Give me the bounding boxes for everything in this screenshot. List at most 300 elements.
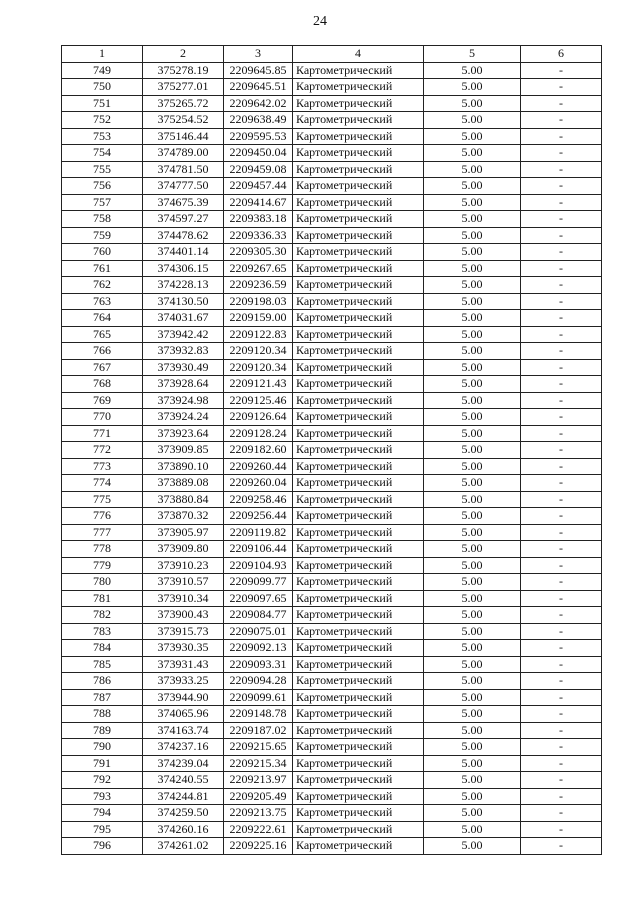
accuracy-cell: 5.00 — [424, 524, 521, 541]
y-coordinate-cell: 2209225.16 — [224, 838, 293, 855]
y-coordinate-cell: 2209126.64 — [224, 409, 293, 426]
y-coordinate-cell: 2209645.85 — [224, 62, 293, 79]
x-coordinate-cell: 373890.10 — [143, 458, 224, 475]
y-coordinate-cell: 2209182.60 — [224, 442, 293, 459]
coordinates-table — [61, 45, 602, 855]
table-row — [62, 739, 602, 756]
point-number-cell: 786 — [62, 673, 143, 690]
accuracy-cell: 5.00 — [424, 62, 521, 79]
point-number-cell: 785 — [62, 656, 143, 673]
x-coordinate-cell: 373944.90 — [143, 689, 224, 706]
table-row — [62, 95, 602, 112]
column-header: 4 — [293, 46, 424, 63]
note-cell: - — [521, 194, 602, 211]
table-row — [62, 788, 602, 805]
accuracy-cell: 5.00 — [424, 574, 521, 591]
table-row — [62, 244, 602, 261]
note-cell: - — [521, 145, 602, 162]
method-cell: Картометрический — [293, 293, 424, 310]
point-number-cell: 749 — [62, 62, 143, 79]
table-row — [62, 623, 602, 640]
column-header: 3 — [224, 46, 293, 63]
table-row — [62, 194, 602, 211]
method-cell: Картометрический — [293, 194, 424, 211]
y-coordinate-cell: 2209097.65 — [224, 590, 293, 607]
table-row — [62, 821, 602, 838]
table-row — [62, 673, 602, 690]
point-number-cell: 787 — [62, 689, 143, 706]
x-coordinate-cell: 375146.44 — [143, 128, 224, 145]
point-number-cell: 792 — [62, 772, 143, 789]
point-number-cell: 782 — [62, 607, 143, 624]
x-coordinate-cell: 374244.81 — [143, 788, 224, 805]
x-coordinate-cell: 373910.57 — [143, 574, 224, 591]
point-number-cell: 772 — [62, 442, 143, 459]
x-coordinate-cell: 374675.39 — [143, 194, 224, 211]
y-coordinate-cell: 2209104.93 — [224, 557, 293, 574]
table-body — [62, 62, 602, 854]
table-row — [62, 112, 602, 129]
point-number-cell: 771 — [62, 425, 143, 442]
y-coordinate-cell: 2209094.28 — [224, 673, 293, 690]
x-coordinate-cell: 374789.00 — [143, 145, 224, 162]
method-cell: Картометрический — [293, 706, 424, 723]
x-coordinate-cell: 375277.01 — [143, 79, 224, 96]
point-number-cell: 777 — [62, 524, 143, 541]
point-number-cell: 778 — [62, 541, 143, 558]
table-row — [62, 359, 602, 376]
note-cell: - — [521, 541, 602, 558]
method-cell: Картометрический — [293, 343, 424, 360]
accuracy-cell: 5.00 — [424, 310, 521, 327]
note-cell: - — [521, 277, 602, 294]
note-cell: - — [521, 524, 602, 541]
x-coordinate-cell: 374478.62 — [143, 227, 224, 244]
method-cell: Картометрический — [293, 442, 424, 459]
x-coordinate-cell: 375254.52 — [143, 112, 224, 129]
y-coordinate-cell: 2209121.43 — [224, 376, 293, 393]
note-cell: - — [521, 722, 602, 739]
x-coordinate-cell: 374240.55 — [143, 772, 224, 789]
table-row — [62, 425, 602, 442]
x-coordinate-cell: 374031.67 — [143, 310, 224, 327]
point-number-cell: 756 — [62, 178, 143, 195]
point-number-cell: 794 — [62, 805, 143, 822]
x-coordinate-cell: 373924.24 — [143, 409, 224, 426]
table-row — [62, 128, 602, 145]
y-coordinate-cell: 2209305.30 — [224, 244, 293, 261]
note-cell: - — [521, 326, 602, 343]
method-cell: Картометрический — [293, 409, 424, 426]
x-coordinate-cell: 373909.80 — [143, 541, 224, 558]
point-number-cell: 774 — [62, 475, 143, 492]
note-cell: - — [521, 211, 602, 228]
x-coordinate-cell: 373880.84 — [143, 491, 224, 508]
point-number-cell: 789 — [62, 722, 143, 739]
y-coordinate-cell: 2209645.51 — [224, 79, 293, 96]
y-coordinate-cell: 2209459.08 — [224, 161, 293, 178]
table-row — [62, 326, 602, 343]
table-row — [62, 689, 602, 706]
accuracy-cell: 5.00 — [424, 425, 521, 442]
y-coordinate-cell: 2209119.82 — [224, 524, 293, 541]
y-coordinate-cell: 2209215.34 — [224, 755, 293, 772]
method-cell: Картометрический — [293, 161, 424, 178]
method-cell: Картометрический — [293, 805, 424, 822]
method-cell: Картометрический — [293, 607, 424, 624]
method-cell: Картометрический — [293, 656, 424, 673]
y-coordinate-cell: 2209236.59 — [224, 277, 293, 294]
page-number: 24 — [313, 14, 327, 29]
note-cell: - — [521, 244, 602, 261]
x-coordinate-cell: 373942.42 — [143, 326, 224, 343]
point-number-cell: 760 — [62, 244, 143, 261]
table-row — [62, 656, 602, 673]
y-coordinate-cell: 2209642.02 — [224, 95, 293, 112]
y-coordinate-cell: 2209120.34 — [224, 343, 293, 360]
table-row — [62, 409, 602, 426]
note-cell: - — [521, 128, 602, 145]
table-row — [62, 557, 602, 574]
note-cell: - — [521, 425, 602, 442]
note-cell: - — [521, 161, 602, 178]
y-coordinate-cell: 2209450.04 — [224, 145, 293, 162]
note-cell: - — [521, 359, 602, 376]
point-number-cell: 783 — [62, 623, 143, 640]
table-row — [62, 178, 602, 195]
method-cell: Картометрический — [293, 227, 424, 244]
point-number-cell: 753 — [62, 128, 143, 145]
accuracy-cell: 5.00 — [424, 145, 521, 162]
method-cell: Картометрический — [293, 112, 424, 129]
table-row — [62, 508, 602, 525]
accuracy-cell: 5.00 — [424, 590, 521, 607]
table-row — [62, 458, 602, 475]
note-cell: - — [521, 409, 602, 426]
y-coordinate-cell: 2209205.49 — [224, 788, 293, 805]
column-header: 6 — [521, 46, 602, 63]
note-cell: - — [521, 557, 602, 574]
y-coordinate-cell: 2209128.24 — [224, 425, 293, 442]
y-coordinate-cell: 2209256.44 — [224, 508, 293, 525]
note-cell: - — [521, 310, 602, 327]
accuracy-cell: 5.00 — [424, 722, 521, 739]
x-coordinate-cell: 373932.83 — [143, 343, 224, 360]
method-cell: Картометрический — [293, 326, 424, 343]
method-cell: Картометрический — [293, 557, 424, 574]
point-number-cell: 776 — [62, 508, 143, 525]
y-coordinate-cell: 2209258.46 — [224, 491, 293, 508]
accuracy-cell: 5.00 — [424, 128, 521, 145]
point-number-cell: 795 — [62, 821, 143, 838]
table-row — [62, 755, 602, 772]
y-coordinate-cell: 2209383.18 — [224, 211, 293, 228]
point-number-cell: 757 — [62, 194, 143, 211]
x-coordinate-cell: 373870.32 — [143, 508, 224, 525]
accuracy-cell: 5.00 — [424, 805, 521, 822]
method-cell: Картометрический — [293, 128, 424, 145]
table-row — [62, 640, 602, 657]
note-cell: - — [521, 442, 602, 459]
column-header: 5 — [424, 46, 521, 63]
accuracy-cell: 5.00 — [424, 557, 521, 574]
accuracy-cell: 5.00 — [424, 475, 521, 492]
method-cell: Картометрический — [293, 475, 424, 492]
accuracy-cell: 5.00 — [424, 788, 521, 805]
accuracy-cell: 5.00 — [424, 673, 521, 690]
point-number-cell: 768 — [62, 376, 143, 393]
y-coordinate-cell: 2209260.04 — [224, 475, 293, 492]
table-row — [62, 722, 602, 739]
method-cell: Картометрический — [293, 178, 424, 195]
x-coordinate-cell: 373909.85 — [143, 442, 224, 459]
y-coordinate-cell: 2209267.65 — [224, 260, 293, 277]
method-cell: Картометрический — [293, 359, 424, 376]
note-cell: - — [521, 805, 602, 822]
note-cell: - — [521, 788, 602, 805]
point-number-cell: 766 — [62, 343, 143, 360]
table-row — [62, 293, 602, 310]
y-coordinate-cell: 2209093.31 — [224, 656, 293, 673]
x-coordinate-cell: 373910.23 — [143, 557, 224, 574]
table-row — [62, 442, 602, 459]
note-cell: - — [521, 640, 602, 657]
x-coordinate-cell: 373910.34 — [143, 590, 224, 607]
table-row — [62, 343, 602, 360]
method-cell: Картометрический — [293, 211, 424, 228]
method-cell: Картометрический — [293, 491, 424, 508]
accuracy-cell: 5.00 — [424, 442, 521, 459]
y-coordinate-cell: 2209148.78 — [224, 706, 293, 723]
point-number-cell: 788 — [62, 706, 143, 723]
note-cell: - — [521, 623, 602, 640]
table-row — [62, 805, 602, 822]
x-coordinate-cell: 373933.25 — [143, 673, 224, 690]
x-coordinate-cell: 373924.98 — [143, 392, 224, 409]
x-coordinate-cell: 374237.16 — [143, 739, 224, 756]
point-number-cell: 793 — [62, 788, 143, 805]
point-number-cell: 750 — [62, 79, 143, 96]
accuracy-cell: 5.00 — [424, 376, 521, 393]
point-number-cell: 752 — [62, 112, 143, 129]
note-cell: - — [521, 656, 602, 673]
method-cell: Картометрический — [293, 755, 424, 772]
note-cell: - — [521, 673, 602, 690]
y-coordinate-cell: 2209638.49 — [224, 112, 293, 129]
method-cell: Картометрический — [293, 722, 424, 739]
column-header: 2 — [143, 46, 224, 63]
x-coordinate-cell: 374130.50 — [143, 293, 224, 310]
table-row — [62, 310, 602, 327]
y-coordinate-cell: 2209213.97 — [224, 772, 293, 789]
point-number-cell: 762 — [62, 277, 143, 294]
accuracy-cell: 5.00 — [424, 689, 521, 706]
note-cell: - — [521, 838, 602, 855]
note-cell: - — [521, 392, 602, 409]
table-row — [62, 79, 602, 96]
x-coordinate-cell: 373915.73 — [143, 623, 224, 640]
note-cell: - — [521, 739, 602, 756]
accuracy-cell: 5.00 — [424, 343, 521, 360]
accuracy-cell: 5.00 — [424, 293, 521, 310]
accuracy-cell: 5.00 — [424, 359, 521, 376]
table-row — [62, 211, 602, 228]
accuracy-cell: 5.00 — [424, 161, 521, 178]
y-coordinate-cell: 2209099.61 — [224, 689, 293, 706]
accuracy-cell: 5.00 — [424, 772, 521, 789]
x-coordinate-cell: 373930.49 — [143, 359, 224, 376]
point-number-cell: 790 — [62, 739, 143, 756]
x-coordinate-cell: 374306.15 — [143, 260, 224, 277]
method-cell: Картометрический — [293, 788, 424, 805]
accuracy-cell: 5.00 — [424, 211, 521, 228]
y-coordinate-cell: 2209215.65 — [224, 739, 293, 756]
point-number-cell: 796 — [62, 838, 143, 855]
y-coordinate-cell: 2209222.61 — [224, 821, 293, 838]
table-row — [62, 376, 602, 393]
accuracy-cell: 5.00 — [424, 821, 521, 838]
point-number-cell: 755 — [62, 161, 143, 178]
note-cell: - — [521, 293, 602, 310]
point-number-cell: 773 — [62, 458, 143, 475]
table-row — [62, 590, 602, 607]
point-number-cell: 754 — [62, 145, 143, 162]
x-coordinate-cell: 373928.64 — [143, 376, 224, 393]
y-coordinate-cell: 2209336.33 — [224, 227, 293, 244]
accuracy-cell: 5.00 — [424, 458, 521, 475]
x-coordinate-cell: 373931.43 — [143, 656, 224, 673]
method-cell: Картометрический — [293, 376, 424, 393]
point-number-cell: 758 — [62, 211, 143, 228]
table-row — [62, 62, 602, 79]
accuracy-cell: 5.00 — [424, 640, 521, 657]
method-cell: Картометрический — [293, 673, 424, 690]
y-coordinate-cell: 2209260.44 — [224, 458, 293, 475]
y-coordinate-cell: 2209075.01 — [224, 623, 293, 640]
method-cell: Картометрический — [293, 62, 424, 79]
note-cell: - — [521, 260, 602, 277]
y-coordinate-cell: 2209414.67 — [224, 194, 293, 211]
point-number-cell: 769 — [62, 392, 143, 409]
table-row — [62, 227, 602, 244]
accuracy-cell: 5.00 — [424, 755, 521, 772]
accuracy-cell: 5.00 — [424, 706, 521, 723]
accuracy-cell: 5.00 — [424, 739, 521, 756]
method-cell: Картометрический — [293, 95, 424, 112]
point-number-cell: 780 — [62, 574, 143, 591]
accuracy-cell: 5.00 — [424, 194, 521, 211]
accuracy-cell: 5.00 — [424, 541, 521, 558]
note-cell: - — [521, 343, 602, 360]
table-row — [62, 145, 602, 162]
table-row — [62, 491, 602, 508]
note-cell: - — [521, 79, 602, 96]
accuracy-cell: 5.00 — [424, 79, 521, 96]
method-cell: Картометрический — [293, 590, 424, 607]
point-number-cell: 791 — [62, 755, 143, 772]
accuracy-cell: 5.00 — [424, 227, 521, 244]
table-row — [62, 475, 602, 492]
point-number-cell: 779 — [62, 557, 143, 574]
y-coordinate-cell: 2209125.46 — [224, 392, 293, 409]
x-coordinate-cell: 374261.02 — [143, 838, 224, 855]
x-coordinate-cell: 373900.43 — [143, 607, 224, 624]
method-cell: Картометрический — [293, 838, 424, 855]
note-cell: - — [521, 574, 602, 591]
point-number-cell: 761 — [62, 260, 143, 277]
table-row — [62, 392, 602, 409]
y-coordinate-cell: 2209159.00 — [224, 310, 293, 327]
method-cell: Картометрический — [293, 821, 424, 838]
accuracy-cell: 5.00 — [424, 112, 521, 129]
y-coordinate-cell: 2209120.34 — [224, 359, 293, 376]
method-cell: Картометрический — [293, 689, 424, 706]
x-coordinate-cell: 373923.64 — [143, 425, 224, 442]
note-cell: - — [521, 227, 602, 244]
point-number-cell: 765 — [62, 326, 143, 343]
note-cell: - — [521, 62, 602, 79]
x-coordinate-cell: 373889.08 — [143, 475, 224, 492]
accuracy-cell: 5.00 — [424, 392, 521, 409]
note-cell: - — [521, 755, 602, 772]
method-cell: Картометрический — [293, 524, 424, 541]
x-coordinate-cell: 374777.50 — [143, 178, 224, 195]
y-coordinate-cell: 2209092.13 — [224, 640, 293, 657]
y-coordinate-cell: 2209595.53 — [224, 128, 293, 145]
accuracy-cell: 5.00 — [424, 277, 521, 294]
note-cell: - — [521, 95, 602, 112]
x-coordinate-cell: 374597.27 — [143, 211, 224, 228]
x-coordinate-cell: 374259.50 — [143, 805, 224, 822]
y-coordinate-cell: 2209106.44 — [224, 541, 293, 558]
accuracy-cell: 5.00 — [424, 260, 521, 277]
accuracy-cell: 5.00 — [424, 409, 521, 426]
table-row — [62, 260, 602, 277]
note-cell: - — [521, 706, 602, 723]
y-coordinate-cell: 2209187.02 — [224, 722, 293, 739]
accuracy-cell: 5.00 — [424, 178, 521, 195]
x-coordinate-cell: 373905.97 — [143, 524, 224, 541]
method-cell: Картометрический — [293, 574, 424, 591]
table-row — [62, 838, 602, 855]
y-coordinate-cell: 2209084.77 — [224, 607, 293, 624]
y-coordinate-cell: 2209198.03 — [224, 293, 293, 310]
method-cell: Картометрический — [293, 640, 424, 657]
method-cell: Картометрический — [293, 310, 424, 327]
x-coordinate-cell: 375265.72 — [143, 95, 224, 112]
accuracy-cell: 5.00 — [424, 838, 521, 855]
accuracy-cell: 5.00 — [424, 623, 521, 640]
method-cell: Картометрический — [293, 508, 424, 525]
accuracy-cell: 5.00 — [424, 508, 521, 525]
note-cell: - — [521, 590, 602, 607]
point-number-cell: 775 — [62, 491, 143, 508]
method-cell: Картометрический — [293, 458, 424, 475]
note-cell: - — [521, 475, 602, 492]
accuracy-cell: 5.00 — [424, 326, 521, 343]
method-cell: Картометрический — [293, 145, 424, 162]
x-coordinate-cell: 374781.50 — [143, 161, 224, 178]
table-row — [62, 706, 602, 723]
x-coordinate-cell: 374228.13 — [143, 277, 224, 294]
method-cell: Картометрический — [293, 277, 424, 294]
column-header: 1 — [62, 46, 143, 63]
table-row — [62, 161, 602, 178]
y-coordinate-cell: 2209122.83 — [224, 326, 293, 343]
method-cell: Картометрический — [293, 392, 424, 409]
accuracy-cell: 5.00 — [424, 491, 521, 508]
table-header-row — [62, 46, 602, 63]
